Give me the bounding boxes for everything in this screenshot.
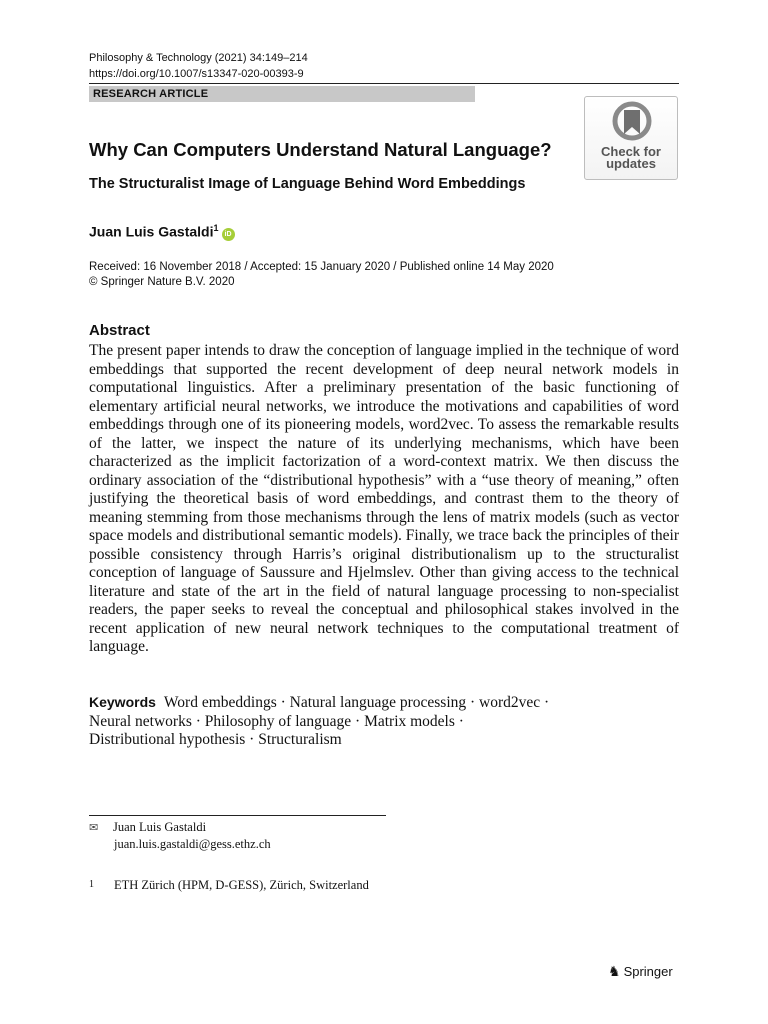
- badge-line-2: updates: [606, 156, 656, 171]
- springer-horse-icon: ♞: [608, 963, 621, 979]
- footnote-rule: [89, 815, 386, 816]
- keywords-line-3: Distributional hypothesis · Structuralism: [89, 731, 342, 748]
- check-for-updates-badge[interactable]: [584, 96, 678, 180]
- envelope-icon: ✉: [89, 822, 99, 834]
- copyright-notice: © Springer Nature B.V. 2020: [89, 276, 235, 288]
- orcid-icon[interactable]: iD: [222, 228, 235, 241]
- author-name[interactable]: Juan Luis Gastaldi: [89, 223, 214, 240]
- keywords-line-1: Word embeddings · Natural language processing · word2vec ·: [163, 694, 550, 711]
- publication-dates: Received: 16 November 2018 / Accepted: 15 January 2020 / Published online 14 May 2020: [89, 261, 554, 273]
- publisher-logo: [608, 962, 673, 981]
- abstract-text: The present paper intends to draw the conception of language implied in the technique of word embeddings that supported the recent development of deep neural network models in computational linguistics. After a preliminary presentation of the basic functioning of elementary artificial neural networks, we introduce the motivations and capabilities of word embeddings through one of its pioneering models, word2vec. To assess the remarkable results of the latter, we inspect the nature of its underlying mechanisms, which have been characterized as the implicit factorization of a word-context matrix. We then discuss the ordinary association of the “distributional hypothesis” with a “use theory of meaning,” often justifying the theoretical basis of word embeddings, and contrast them to the theory of meaning stemming from those mechanisms through the lens of matrix models (such as vector space models and distributional semantic models). Finally, we trace back the principles of their possible consistency through Harris’s original distributionalism up to the structuralist conception of language of Saussure and Hjelmslev. Other than giving access to the technical literature and state of the art in the field of natural language processing to non-specialist readers, the paper seeks to reveal the conceptual and philosophical stakes involved in the recent application of new neural network techniques to the computational treatment of language.: [89, 342, 679, 655]
- doi-link[interactable]: https://doi.org/10.1007/s13347-020-00393-9: [89, 68, 304, 80]
- affiliation-text: ETH Zürich (HPM, D-GESS), Zürich, Switzerland: [114, 878, 369, 892]
- paper-subtitle: The Structuralist Image of Language Behind Word Embeddings: [89, 176, 526, 192]
- header-rule: [89, 83, 679, 84]
- bookmark-ring-icon: [612, 101, 652, 143]
- abstract-heading: Abstract: [89, 322, 150, 339]
- author-line: [89, 219, 235, 241]
- keywords-line-2: Neural networks · Philosophy of language · Matrix models ·: [89, 712, 464, 730]
- corresponding-name: Juan Luis Gastaldi: [113, 820, 207, 834]
- corresponding-email-link[interactable]: juan.luis.gastaldi@gess.ethz.ch: [114, 837, 271, 851]
- keywords-label: Keywords: [89, 694, 156, 710]
- article-type-label: RESEARCH ARTICLE: [89, 86, 475, 102]
- paper-title: Why Can Computers Understand Natural Language?: [89, 139, 552, 160]
- author-affiliation-mark: 1: [213, 223, 219, 233]
- journal-citation: Philosophy & Technology (2021) 34:149–214: [89, 52, 308, 64]
- publisher-label: Springer: [623, 964, 673, 979]
- corresponding-author: [89, 819, 271, 852]
- badge-line-1: Check for: [601, 144, 661, 159]
- keywords-block: [89, 693, 649, 750]
- affiliation-number: 1: [89, 879, 94, 890]
- affiliation-footnote: [89, 877, 369, 893]
